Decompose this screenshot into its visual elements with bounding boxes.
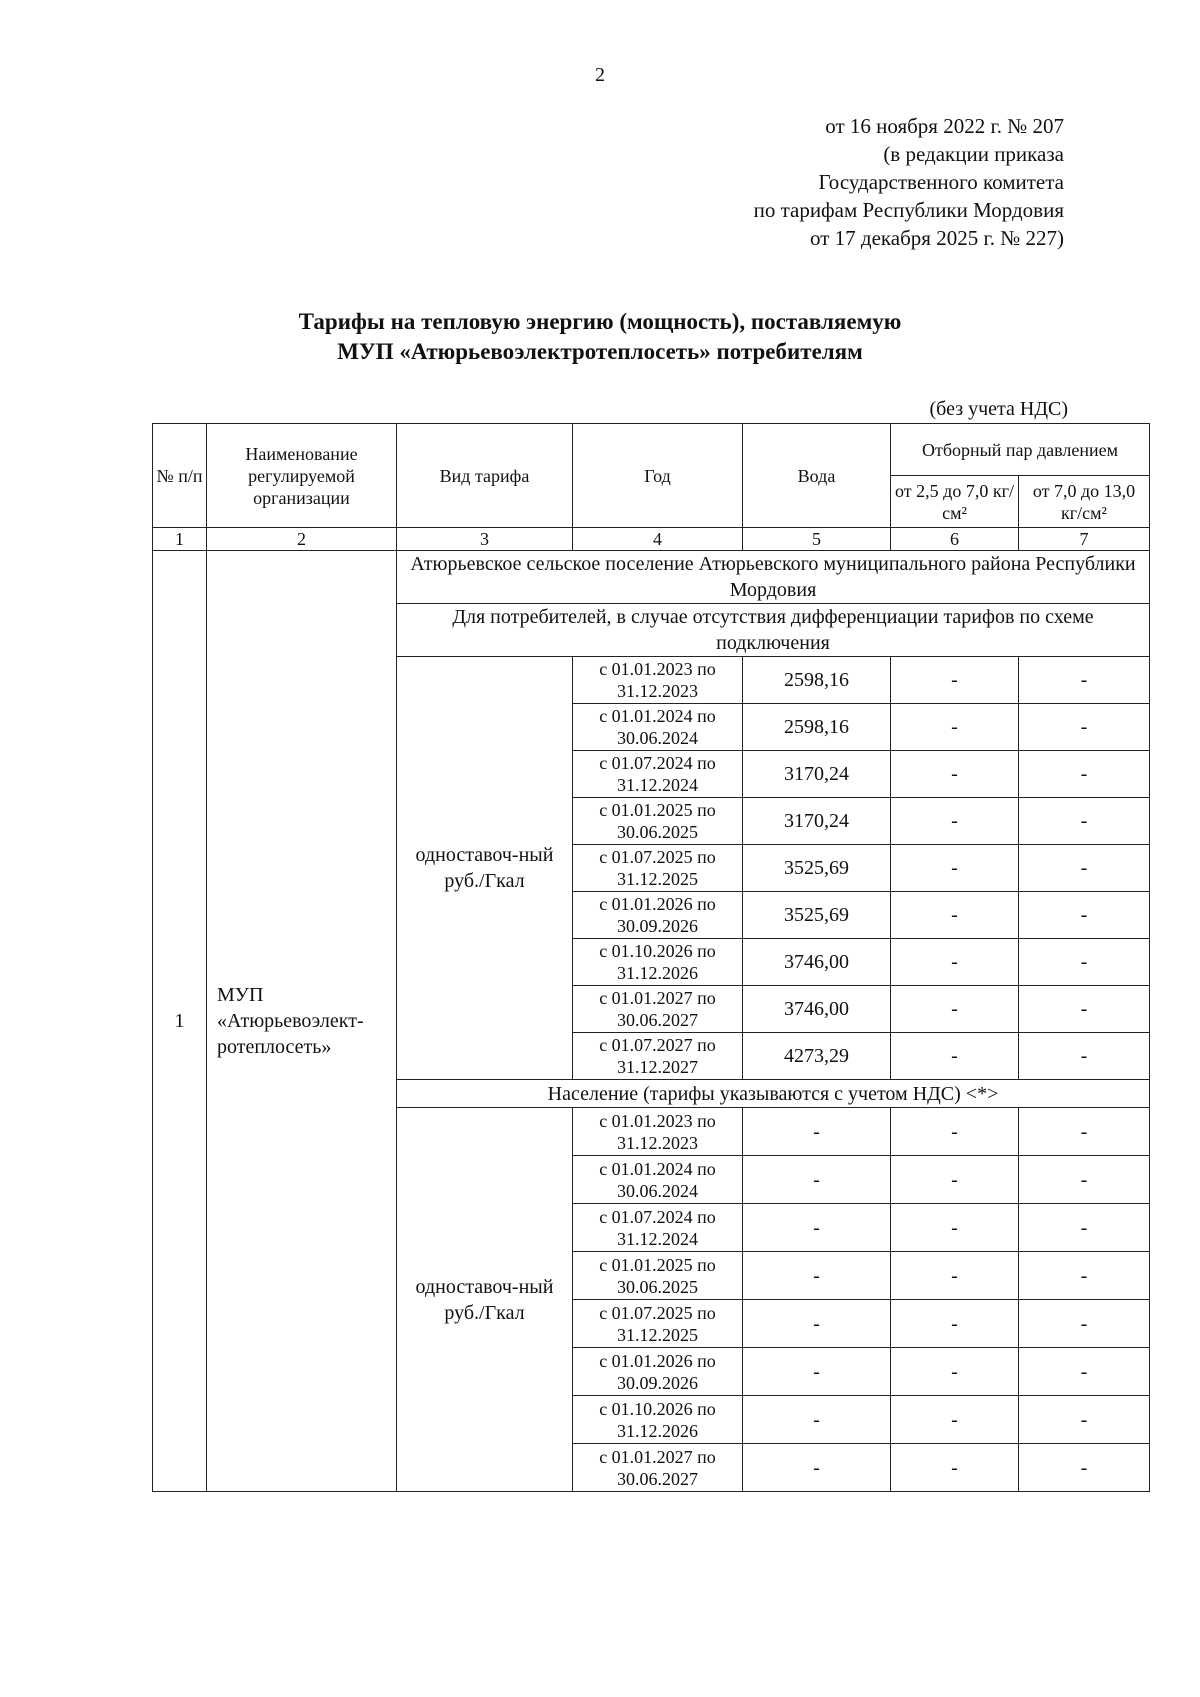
steam-high-value: -	[1019, 1348, 1150, 1396]
steam-high-value: -	[1019, 939, 1150, 986]
header-steam-high: от 7,0 до 13,0 кг/см²	[1019, 476, 1150, 528]
section-title: Население (тарифы указываются с учетом НДС) <*>	[397, 1080, 1150, 1108]
period: с 01.01.2023 по 31.12.2023	[573, 1108, 743, 1156]
period: с 01.01.2027 по 30.06.2027	[573, 1444, 743, 1492]
vat-note: (без учета НДС)	[929, 398, 1068, 420]
period: с 01.01.2024 по 30.06.2024	[573, 704, 743, 751]
water-value: -	[743, 1204, 891, 1252]
period: с 01.07.2025 по 31.12.2025	[573, 845, 743, 892]
period: с 01.01.2023 по 31.12.2023	[573, 657, 743, 704]
steam-low-value: -	[891, 1033, 1019, 1080]
period: с 01.07.2025 по 31.12.2025	[573, 1300, 743, 1348]
order-reference-line: от 16 ноября 2022 г. № 207	[825, 114, 1064, 138]
steam-high-value: -	[1019, 892, 1150, 939]
steam-low-value: -	[891, 892, 1019, 939]
water-value: -	[743, 1300, 891, 1348]
steam-low-value: -	[891, 1348, 1019, 1396]
steam-high-value: -	[1019, 1300, 1150, 1348]
water-value: 3525,69	[743, 892, 891, 939]
settlement-title: Атюрьевское сельское поселение Атюрьевского муниципального района Республики Мордовия	[397, 551, 1150, 604]
column-number: 7	[1019, 528, 1150, 551]
steam-high-value: -	[1019, 704, 1150, 751]
steam-low-value: -	[891, 1156, 1019, 1204]
header-year: Год	[573, 424, 743, 528]
steam-high-value: -	[1019, 986, 1150, 1033]
water-value: 3746,00	[743, 986, 891, 1033]
column-number: 6	[891, 528, 1019, 551]
section-title: Для потребителей, в случае отсутствия дифференциации тарифов по схеме подключения	[397, 604, 1150, 657]
water-value: 4273,29	[743, 1033, 891, 1080]
document-title	[0, 307, 1200, 367]
water-value: 3170,24	[743, 798, 891, 845]
header-org: Наименование регулируемой организации	[207, 424, 397, 528]
steam-low-value: -	[891, 751, 1019, 798]
steam-high-value: -	[1019, 798, 1150, 845]
steam-low-value: -	[891, 939, 1019, 986]
steam-low-value: -	[891, 845, 1019, 892]
water-value: 3746,00	[743, 939, 891, 986]
steam-low-value: -	[891, 657, 1019, 704]
water-value: -	[743, 1348, 891, 1396]
column-number: 4	[573, 528, 743, 551]
tariff-table	[152, 423, 1150, 1492]
column-number: 5	[743, 528, 891, 551]
steam-high-value: -	[1019, 1444, 1150, 1492]
header-steam-low: от 2,5 до 7,0 кг/см²	[891, 476, 1019, 528]
period: с 01.01.2026 по 30.09.2026	[573, 1348, 743, 1396]
steam-high-value: -	[1019, 845, 1150, 892]
page-number: 2	[595, 64, 605, 86]
water-value: 2598,16	[743, 704, 891, 751]
period: с 01.01.2027 по 30.06.2027	[573, 986, 743, 1033]
column-number: 3	[397, 528, 573, 551]
period: с 01.01.2025 по 30.06.2025	[573, 798, 743, 845]
period: с 01.01.2026 по 30.09.2026	[573, 892, 743, 939]
period: с 01.07.2024 по 31.12.2024	[573, 1204, 743, 1252]
steam-low-value: -	[891, 704, 1019, 751]
header-tariff-type: Вид тарифа	[397, 424, 573, 528]
water-value: -	[743, 1396, 891, 1444]
steam-low-value: -	[891, 1396, 1019, 1444]
steam-low-value: -	[891, 798, 1019, 845]
water-value: -	[743, 1156, 891, 1204]
steam-low-value: -	[891, 1300, 1019, 1348]
organization-name: МУП «Атюрьевоэлект-ротеплосеть»	[207, 551, 397, 1492]
steam-low-value: -	[891, 1204, 1019, 1252]
period: с 01.07.2027 по 31.12.2027	[573, 1033, 743, 1080]
period: с 01.10.2026 по 31.12.2026	[573, 939, 743, 986]
order-reference	[754, 112, 1064, 252]
order-reference-line: по тарифам Республики Мордовия	[753, 198, 1064, 222]
header-water: Вода	[743, 424, 891, 528]
document-title-line: МУП «Атюрьевоэлектротеплосеть» потребителям	[337, 339, 863, 364]
water-value: 2598,16	[743, 657, 891, 704]
document-title-line: Тарифы на тепловую энергию (мощность), поставляемую	[298, 309, 902, 334]
water-value: -	[743, 1108, 891, 1156]
header-steam: Отборный пар давлением	[891, 424, 1150, 476]
order-reference-line: (в редакции приказа	[883, 142, 1064, 166]
period: с 01.01.2025 по 30.06.2025	[573, 1252, 743, 1300]
order-reference-line: Государственного комитета	[818, 170, 1064, 194]
tariff-type: одноставоч-ный руб./Гкал	[397, 1108, 573, 1492]
steam-low-value: -	[891, 1444, 1019, 1492]
column-number: 2	[207, 528, 397, 551]
row-number: 1	[153, 551, 207, 1492]
tariff-type: одноставоч-ный руб./Гкал	[397, 657, 573, 1080]
order-reference-line: от 17 декабря 2025 г. № 227)	[810, 226, 1064, 250]
period: с 01.10.2026 по 31.12.2026	[573, 1396, 743, 1444]
water-value: -	[743, 1444, 891, 1492]
column-number: 1	[153, 528, 207, 551]
steam-high-value: -	[1019, 1108, 1150, 1156]
steam-low-value: -	[891, 1252, 1019, 1300]
steam-high-value: -	[1019, 1396, 1150, 1444]
header-num: № п/п	[153, 424, 207, 528]
period: с 01.07.2024 по 31.12.2024	[573, 751, 743, 798]
steam-high-value: -	[1019, 1252, 1150, 1300]
period: с 01.01.2024 по 30.06.2024	[573, 1156, 743, 1204]
steam-high-value: -	[1019, 657, 1150, 704]
steam-low-value: -	[891, 986, 1019, 1033]
steam-high-value: -	[1019, 1033, 1150, 1080]
steam-high-value: -	[1019, 1156, 1150, 1204]
water-value: 3170,24	[743, 751, 891, 798]
steam-high-value: -	[1019, 1204, 1150, 1252]
water-value: 3525,69	[743, 845, 891, 892]
steam-low-value: -	[891, 1108, 1019, 1156]
water-value: -	[743, 1252, 891, 1300]
steam-high-value: -	[1019, 751, 1150, 798]
